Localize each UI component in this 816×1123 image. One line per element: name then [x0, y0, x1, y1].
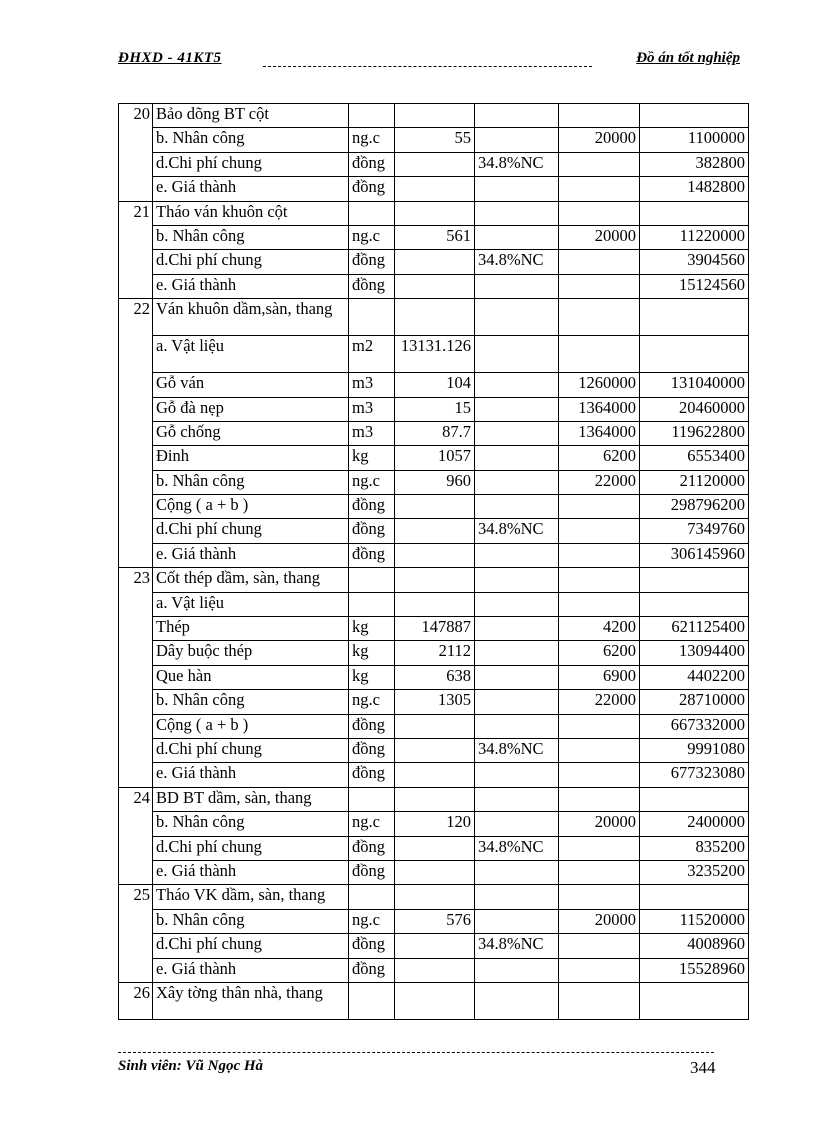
amount-cell: 298796200 [640, 495, 749, 519]
item-name-cell: Gỗ chống [153, 421, 349, 445]
quantity-cell: 104 [395, 373, 475, 397]
rate-cell [475, 421, 559, 445]
unit-price-cell: 6200 [559, 641, 640, 665]
rate-cell [475, 665, 559, 689]
unit-price-cell: 22000 [559, 690, 640, 714]
page-header [118, 50, 742, 72]
unit-price-cell: 6200 [559, 446, 640, 470]
amount-cell: 7349760 [640, 519, 749, 543]
item-name-cell: Gỗ ván [153, 373, 349, 397]
unit-price-cell [559, 274, 640, 298]
item-name-cell: Ván khuôn dầm,sàn, thang [153, 299, 349, 336]
item-number-cell: 20 [119, 104, 153, 128]
table-row [119, 617, 749, 641]
unit-cell [349, 201, 395, 225]
rate-cell [475, 336, 559, 373]
amount-cell: 11520000 [640, 909, 749, 933]
unit-cell: đồng [349, 958, 395, 982]
quantity-cell [395, 885, 475, 909]
unit-price-cell: 6900 [559, 665, 640, 689]
amount-cell: 3235200 [640, 860, 749, 884]
rate-cell: 34.8%NC [475, 836, 559, 860]
amount-cell: 835200 [640, 836, 749, 860]
unit-cell: ng.c [349, 690, 395, 714]
unit-price-cell: 20000 [559, 909, 640, 933]
header-right-text: Đồ án tốt nghiệp [636, 50, 740, 66]
rate-cell [475, 568, 559, 592]
item-name-cell: b. Nhân công [153, 128, 349, 152]
amount-cell: 13094400 [640, 641, 749, 665]
table-row [119, 543, 749, 567]
item-name-cell: d.Chi phí chung [153, 836, 349, 860]
item-number-cell [119, 641, 153, 665]
footer-dash-line [118, 1052, 714, 1053]
item-number-cell [119, 519, 153, 543]
table-row [119, 421, 749, 445]
item-number-cell [119, 763, 153, 787]
item-number-cell [119, 250, 153, 274]
amount-cell [640, 568, 749, 592]
quantity-cell [395, 958, 475, 982]
item-name-cell: b. Nhân công [153, 225, 349, 249]
item-number-cell [119, 812, 153, 836]
quantity-cell: 13131.126 [395, 336, 475, 373]
amount-cell: 621125400 [640, 617, 749, 641]
item-number-cell [119, 177, 153, 201]
quantity-cell: 15 [395, 397, 475, 421]
unit-cell [349, 568, 395, 592]
amount-cell [640, 787, 749, 811]
item-number-cell [119, 860, 153, 884]
rate-cell [475, 543, 559, 567]
item-name-cell: d.Chi phí chung [153, 152, 349, 176]
unit-cell [349, 885, 395, 909]
table-row [119, 519, 749, 543]
quantity-cell [395, 177, 475, 201]
table-row [119, 934, 749, 958]
quantity-cell [395, 299, 475, 336]
rate-cell: 34.8%NC [475, 934, 559, 958]
rate-cell: 34.8%NC [475, 152, 559, 176]
unit-cell [349, 104, 395, 128]
table-row [119, 836, 749, 860]
unit-cell [349, 592, 395, 616]
table-row [119, 225, 749, 249]
quantity-cell [395, 738, 475, 762]
unit-cell: m3 [349, 373, 395, 397]
rate-cell [475, 397, 559, 421]
table-row [119, 860, 749, 884]
item-name-cell: a. Vật liệu [153, 336, 349, 373]
rate-cell: 34.8%NC [475, 519, 559, 543]
amount-cell [640, 336, 749, 373]
unit-price-cell [559, 299, 640, 336]
item-name-cell: d.Chi phí chung [153, 519, 349, 543]
table-row [119, 104, 749, 128]
quantity-cell: 87.7 [395, 421, 475, 445]
quantity-cell [395, 201, 475, 225]
unit-price-cell [559, 336, 640, 373]
rate-cell [475, 958, 559, 982]
item-number-cell [119, 592, 153, 616]
item-name-cell: Dây buộc thép [153, 641, 349, 665]
rate-cell: 34.8%NC [475, 250, 559, 274]
unit-cell: đồng [349, 250, 395, 274]
table-row [119, 373, 749, 397]
quantity-cell: 638 [395, 665, 475, 689]
item-number-cell [119, 714, 153, 738]
item-name-cell: Xây tờng thân nhà, thang [153, 982, 349, 1019]
table-row [119, 909, 749, 933]
item-number-cell [119, 958, 153, 982]
table-row [119, 958, 749, 982]
quantity-cell [395, 104, 475, 128]
quantity-cell: 120 [395, 812, 475, 836]
amount-cell [640, 982, 749, 1019]
table-row [119, 177, 749, 201]
unit-cell: đồng [349, 860, 395, 884]
amount-cell: 11220000 [640, 225, 749, 249]
item-number-cell [119, 336, 153, 373]
item-name-cell: e. Giá thành [153, 763, 349, 787]
quantity-cell [395, 543, 475, 567]
table-row [119, 592, 749, 616]
table-row [119, 665, 749, 689]
unit-price-cell [559, 568, 640, 592]
table-row [119, 714, 749, 738]
rate-cell [475, 299, 559, 336]
table-row [119, 446, 749, 470]
quantity-cell [395, 495, 475, 519]
table-row [119, 250, 749, 274]
rate-cell [475, 470, 559, 494]
quantity-cell [395, 982, 475, 1019]
rate-cell [475, 177, 559, 201]
unit-price-cell [559, 201, 640, 225]
amount-cell: 9991080 [640, 738, 749, 762]
quantity-cell: 561 [395, 225, 475, 249]
unit-cell: đồng [349, 495, 395, 519]
quantity-cell: 2112 [395, 641, 475, 665]
amount-cell [640, 201, 749, 225]
unit-cell [349, 299, 395, 336]
quantity-cell [395, 860, 475, 884]
unit-cell: đồng [349, 714, 395, 738]
item-number-cell [119, 397, 153, 421]
footer-student-name: Sinh viên: Vũ Ngọc Hà [118, 1058, 264, 1074]
table-row [119, 299, 749, 336]
item-number-cell: 24 [119, 787, 153, 811]
rate-cell [475, 225, 559, 249]
rate-cell [475, 128, 559, 152]
quantity-cell [395, 836, 475, 860]
rate-cell [475, 690, 559, 714]
unit-price-cell [559, 934, 640, 958]
amount-cell: 382800 [640, 152, 749, 176]
amount-cell: 1100000 [640, 128, 749, 152]
unit-price-cell [559, 885, 640, 909]
table-row [119, 787, 749, 811]
unit-cell: ng.c [349, 909, 395, 933]
rate-cell [475, 885, 559, 909]
quantity-cell [395, 519, 475, 543]
amount-cell: 15528960 [640, 958, 749, 982]
amount-cell [640, 592, 749, 616]
rate-cell [475, 495, 559, 519]
item-number-cell [119, 373, 153, 397]
item-number-cell [119, 909, 153, 933]
unit-cell: ng.c [349, 128, 395, 152]
quantity-cell: 147887 [395, 617, 475, 641]
unit-cell: ng.c [349, 470, 395, 494]
table-row [119, 690, 749, 714]
amount-cell [640, 885, 749, 909]
unit-price-cell [559, 763, 640, 787]
amount-cell: 28710000 [640, 690, 749, 714]
item-number-cell [119, 543, 153, 567]
unit-cell: m3 [349, 397, 395, 421]
unit-price-cell [559, 714, 640, 738]
table-row [119, 812, 749, 836]
item-number-cell [119, 470, 153, 494]
unit-cell: đồng [349, 763, 395, 787]
item-number-cell [119, 836, 153, 860]
rate-cell [475, 860, 559, 884]
item-name-cell: e. Giá thành [153, 958, 349, 982]
unit-cell: kg [349, 617, 395, 641]
item-number-cell [119, 128, 153, 152]
page-number: 344 [690, 1058, 716, 1077]
rate-cell [475, 982, 559, 1019]
table-row [119, 885, 749, 909]
amount-cell: 2400000 [640, 812, 749, 836]
table-row [119, 128, 749, 152]
item-name-cell: BD BT dầm, sàn, thang [153, 787, 349, 811]
amount-cell: 306145960 [640, 543, 749, 567]
unit-price-cell [559, 152, 640, 176]
item-number-cell: 23 [119, 568, 153, 592]
unit-price-cell [559, 177, 640, 201]
unit-price-cell: 1260000 [559, 373, 640, 397]
item-name-cell: Cộng ( a + b ) [153, 495, 349, 519]
quantity-cell [395, 787, 475, 811]
item-name-cell: a. Vật liệu [153, 592, 349, 616]
item-number-cell [119, 617, 153, 641]
rate-cell [475, 446, 559, 470]
header-dash-line [263, 66, 592, 67]
item-number-cell [119, 274, 153, 298]
unit-cell: đồng [349, 934, 395, 958]
amount-cell: 21120000 [640, 470, 749, 494]
unit-cell: đồng [349, 519, 395, 543]
amount-cell: 119622800 [640, 421, 749, 445]
unit-cell: ng.c [349, 812, 395, 836]
unit-price-cell: 22000 [559, 470, 640, 494]
item-name-cell: e. Giá thành [153, 860, 349, 884]
unit-price-cell [559, 104, 640, 128]
unit-price-cell [559, 982, 640, 1019]
rate-cell [475, 714, 559, 738]
rate-cell [475, 274, 559, 298]
item-name-cell: d.Chi phí chung [153, 250, 349, 274]
quantity-cell [395, 714, 475, 738]
amount-cell: 3904560 [640, 250, 749, 274]
rate-cell [475, 592, 559, 616]
unit-cell: đồng [349, 274, 395, 298]
item-number-cell [119, 690, 153, 714]
table-row [119, 336, 749, 373]
unit-price-cell [559, 860, 640, 884]
quantity-cell [395, 568, 475, 592]
unit-price-cell: 20000 [559, 128, 640, 152]
item-name-cell: d.Chi phí chung [153, 934, 349, 958]
unit-price-cell: 20000 [559, 812, 640, 836]
header-left-text: ĐHXD - 41KT5 [118, 50, 222, 66]
rate-cell: 34.8%NC [475, 738, 559, 762]
item-number-cell [119, 495, 153, 519]
amount-cell: 677323080 [640, 763, 749, 787]
amount-cell: 20460000 [640, 397, 749, 421]
rate-cell [475, 104, 559, 128]
unit-price-cell [559, 592, 640, 616]
item-number-cell [119, 738, 153, 762]
item-name-cell: Que hàn [153, 665, 349, 689]
quantity-cell [395, 152, 475, 176]
rate-cell [475, 641, 559, 665]
amount-cell: 4008960 [640, 934, 749, 958]
unit-price-cell [559, 519, 640, 543]
item-number-cell [119, 665, 153, 689]
table-row [119, 397, 749, 421]
unit-cell: đồng [349, 836, 395, 860]
table-row [119, 274, 749, 298]
rate-cell [475, 909, 559, 933]
quantity-cell [395, 274, 475, 298]
rate-cell [475, 201, 559, 225]
quantity-cell: 960 [395, 470, 475, 494]
item-name-cell: b. Nhân công [153, 690, 349, 714]
item-number-cell [119, 421, 153, 445]
item-name-cell: e. Giá thành [153, 274, 349, 298]
cost-table-body [119, 104, 749, 1020]
unit-price-cell [559, 543, 640, 567]
unit-price-cell [559, 495, 640, 519]
item-number-cell [119, 225, 153, 249]
unit-price-cell: 20000 [559, 225, 640, 249]
item-number-cell: 25 [119, 885, 153, 909]
amount-cell [640, 104, 749, 128]
unit-price-cell: 1364000 [559, 421, 640, 445]
item-name-cell: Gỗ đà nẹp [153, 397, 349, 421]
item-number-cell: 26 [119, 982, 153, 1019]
rate-cell [475, 373, 559, 397]
quantity-cell [395, 250, 475, 274]
unit-price-cell [559, 250, 640, 274]
unit-cell [349, 982, 395, 1019]
table-row [119, 201, 749, 225]
item-name-cell: e. Giá thành [153, 177, 349, 201]
unit-cell: đồng [349, 738, 395, 762]
table-row [119, 152, 749, 176]
unit-price-cell: 1364000 [559, 397, 640, 421]
amount-cell: 667332000 [640, 714, 749, 738]
item-name-cell: d.Chi phí chung [153, 738, 349, 762]
cost-table [118, 103, 749, 1020]
unit-price-cell [559, 958, 640, 982]
table-row [119, 763, 749, 787]
unit-cell: kg [349, 446, 395, 470]
table-row [119, 738, 749, 762]
table-row [119, 470, 749, 494]
unit-price-cell [559, 738, 640, 762]
quantity-cell [395, 934, 475, 958]
amount-cell: 1482800 [640, 177, 749, 201]
rate-cell [475, 617, 559, 641]
item-name-cell: Tháo VK dầm, sàn, thang [153, 885, 349, 909]
unit-cell: m2 [349, 336, 395, 373]
item-name-cell: Cộng ( a + b ) [153, 714, 349, 738]
item-name-cell: Thép [153, 617, 349, 641]
unit-cell: đồng [349, 152, 395, 176]
quantity-cell [395, 763, 475, 787]
item-number-cell [119, 446, 153, 470]
amount-cell: 131040000 [640, 373, 749, 397]
unit-price-cell [559, 836, 640, 860]
item-number-cell [119, 152, 153, 176]
item-number-cell: 21 [119, 201, 153, 225]
item-name-cell: e. Giá thành [153, 543, 349, 567]
unit-price-cell: 4200 [559, 617, 640, 641]
quantity-cell: 55 [395, 128, 475, 152]
table-row [119, 641, 749, 665]
item-number-cell: 22 [119, 299, 153, 336]
quantity-cell: 576 [395, 909, 475, 933]
amount-cell [640, 299, 749, 336]
quantity-cell [395, 592, 475, 616]
unit-price-cell [559, 787, 640, 811]
unit-cell: m3 [349, 421, 395, 445]
item-name-cell: Đinh [153, 446, 349, 470]
table-row [119, 495, 749, 519]
unit-cell: kg [349, 665, 395, 689]
rate-cell [475, 787, 559, 811]
table-row [119, 568, 749, 592]
item-name-cell: Bảo dõng BT cột [153, 104, 349, 128]
unit-cell [349, 787, 395, 811]
item-name-cell: Cốt thép dầm, sàn, thang [153, 568, 349, 592]
item-number-cell [119, 934, 153, 958]
item-name-cell: b. Nhân công [153, 812, 349, 836]
rate-cell [475, 812, 559, 836]
unit-cell: đồng [349, 177, 395, 201]
item-name-cell: b. Nhân công [153, 470, 349, 494]
unit-cell: đồng [349, 543, 395, 567]
item-name-cell: b. Nhân công [153, 909, 349, 933]
unit-cell: ng.c [349, 225, 395, 249]
amount-cell: 4402200 [640, 665, 749, 689]
quantity-cell: 1057 [395, 446, 475, 470]
rate-cell [475, 763, 559, 787]
table-row [119, 982, 749, 1019]
item-name-cell: Tháo ván khuôn cột [153, 201, 349, 225]
amount-cell: 15124560 [640, 274, 749, 298]
amount-cell: 6553400 [640, 446, 749, 470]
unit-cell: kg [349, 641, 395, 665]
quantity-cell: 1305 [395, 690, 475, 714]
